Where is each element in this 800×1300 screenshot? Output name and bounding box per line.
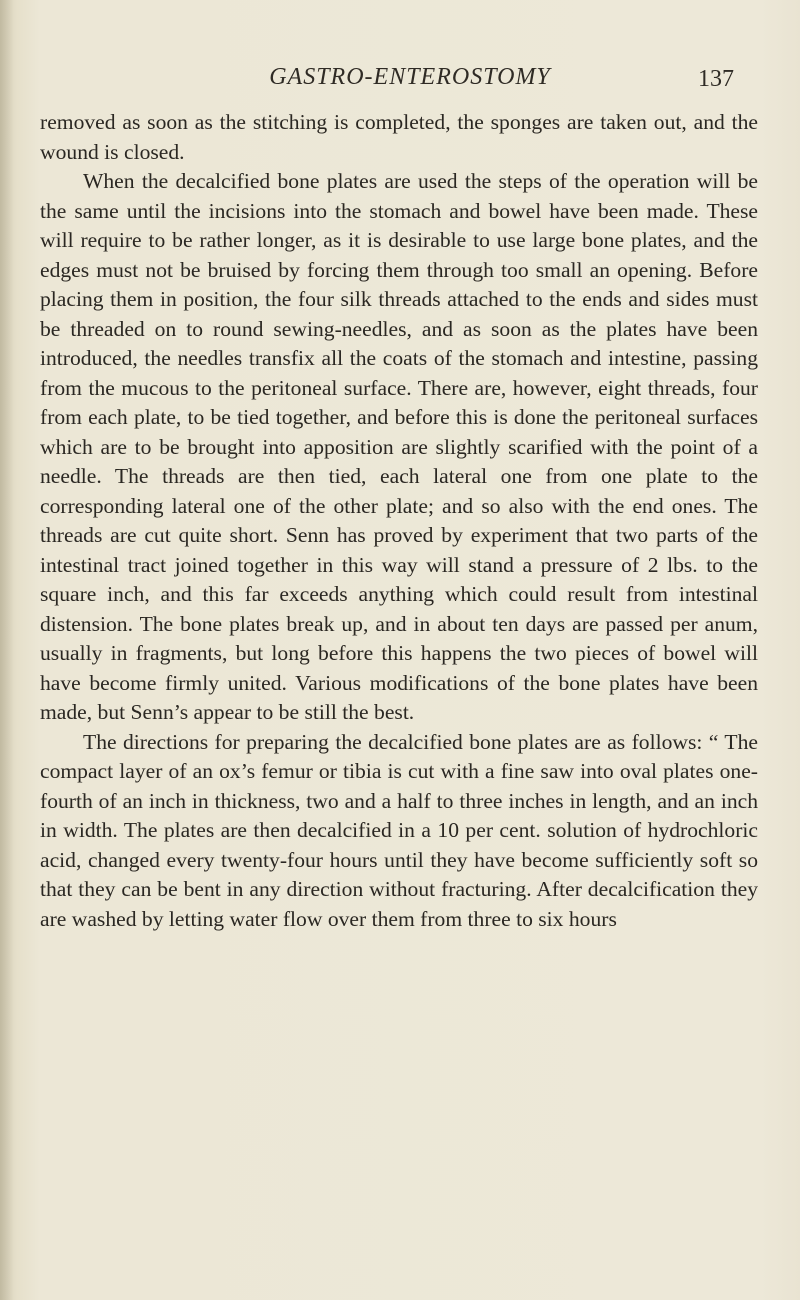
paragraph-continuation: removed as soon as the stitching is completed, the sponges are taken out, and the wound is closed. — [40, 110, 758, 164]
body-text — [40, 108, 758, 934]
page-number: 137 — [698, 66, 734, 92]
paragraph-bone-plates-procedure: When the decalcified bone plates are used the steps of the operation will be the same until the incisions into the stomach and bowel have been made. These will require to be rather longer, as it is desirable to use large bone plates, and the edges must not be bruised by forcing them through too small an opening. Before placing them in position, the four silk threads attached to the ends and sides must be threaded on to round sewing-needles, and as soon as the plates have been introduced, the needles transfix all the coats of the stomach and intestine, passing from the mucous to the peritoneal surface. There are, however, eight threads, four from each plate, to be tied together, and before this is done the peritoneal surfaces which are to be brought into apposition are slightly scarified with the point of a needle. The threads are then tied, each lateral one from one plate to the corresponding lateral one of the other plate; and so also with the end ones. The threads are cut quite short. Senn has proved by experiment that two parts of the intestinal tract joined together in this way will stand a pressure of 2 lbs. to the square inch, and this far exceeds anything which could result from intestinal distension. The bone plates break up, and in about ten days are passed per anum, usually in fragments, but long before this happens the two pieces of bowel will have become firmly united. Various modifications of the bone plates have been made, but Senn’s appear to be still the best. — [40, 169, 758, 724]
paragraph-preparation-directions: The directions for preparing the decalcified bone plates are as follows: “ The compact layer of an ox’s femur or tibia is cut with a fine saw into oval plates one-fourth of an inch in thickness, two and a half to three inches in length, and an inch in width. The plates are then decalcified in a 10 per cent. solution of hydrochloric acid, changed every twenty-four hours until they have become sufficiently soft so that they can be bent in any direction without fracturing. After decalcification they are washed by letting water flow over them from three to six hours — [40, 729, 758, 931]
running-head-title: GASTRO-ENTEROSTOMY — [269, 64, 551, 90]
page-gutter-shadow — [0, 0, 14, 1300]
